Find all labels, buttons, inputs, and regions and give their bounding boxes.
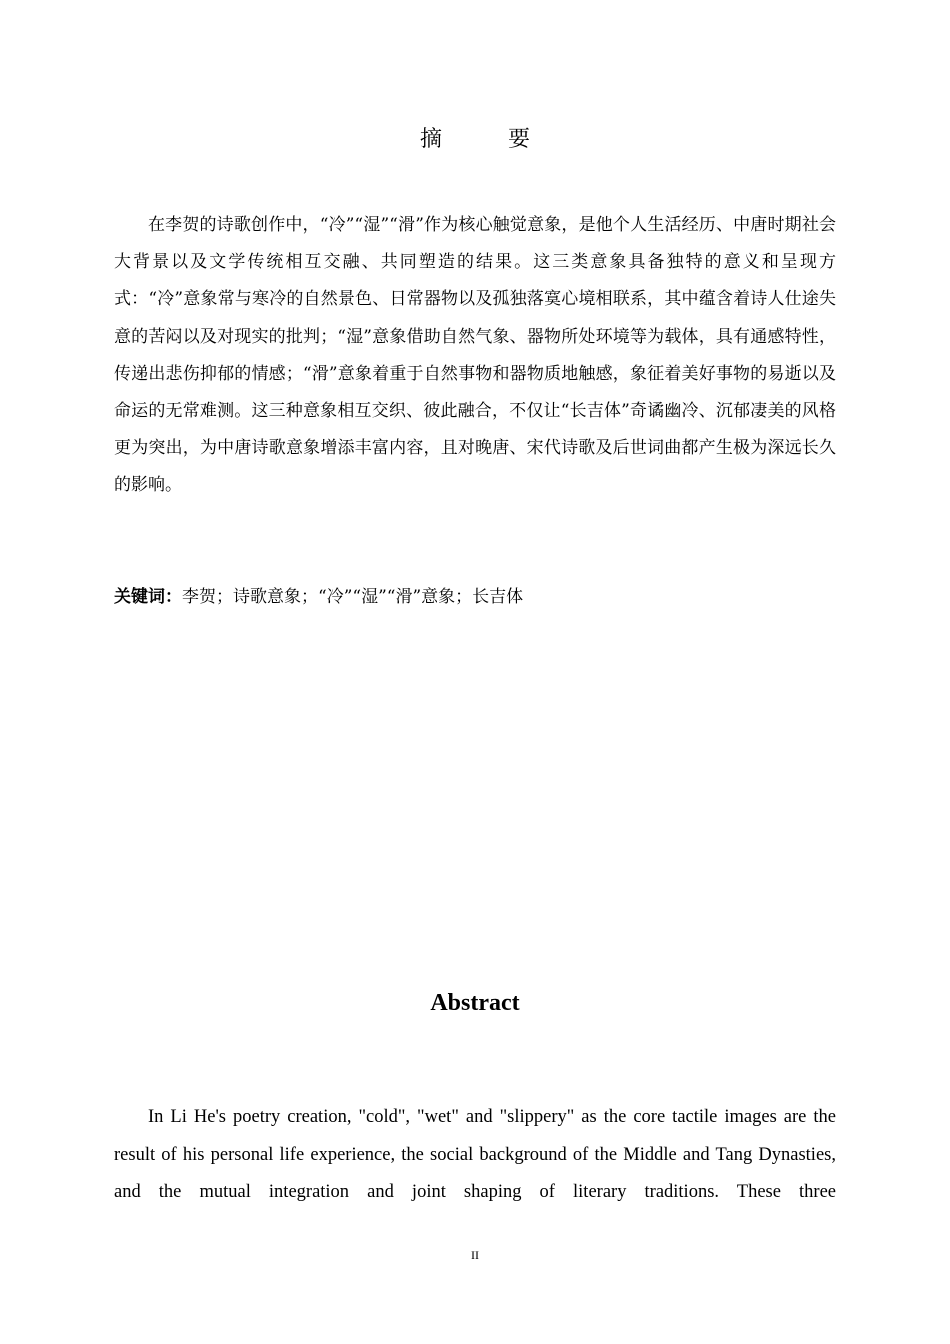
english-abstract-body: In Li He's poetry creation, "cold", "wet" and "slippery" as the core tactile images are the result of his personal life experience, the social background of the Middle and Tang Dynasties, and the mutual integration and joint shaping of literary traditions. These three: [114, 1107, 836, 1202]
chinese-abstract-title: 摘 要: [419, 127, 552, 152]
keywords-text: 李贺；诗歌意象；“冷”“湿”“滑”意象；长吉体: [182, 587, 524, 607]
chinese-abstract-body: 在李贺的诗歌创作中，“冷”“湿”“滑”作为核心触觉意象，是他个人生活经历、中唐时期社会大背景以及文学传统相互交融、共同塑造的结果。这三类意象具备独特的意义和呈现方式：“冷”意象常与寒冷的自然景色、日常器物以及孤独落寞心境相联系，其中蕴含着诗人仕途失意的苦闷以及对现实的批判；“湿”意象借助自然气象、器物所处环境等为载体，具有通感特性，传递出悲伤抑郁的情感；“滑”意象着重于自然事物和器物质地触感，象征着美好事物的易逝以及命运的无常难测。这三种意象相互交织、彼此融合，不仅让“长吉体”奇谲幽冷、沉郁凄美的风格更为突出，为中唐诗歌意象增添丰富内容，且对晚唐、宋代诗歌及后世词曲都产生极为深远长久的影响。: [114, 215, 836, 496]
keywords-label: 关键词：: [114, 587, 182, 607]
page-number: II: [471, 1248, 479, 1262]
english-abstract-title: Abstract: [430, 990, 520, 1016]
chinese-keywords: [114, 580, 836, 614]
